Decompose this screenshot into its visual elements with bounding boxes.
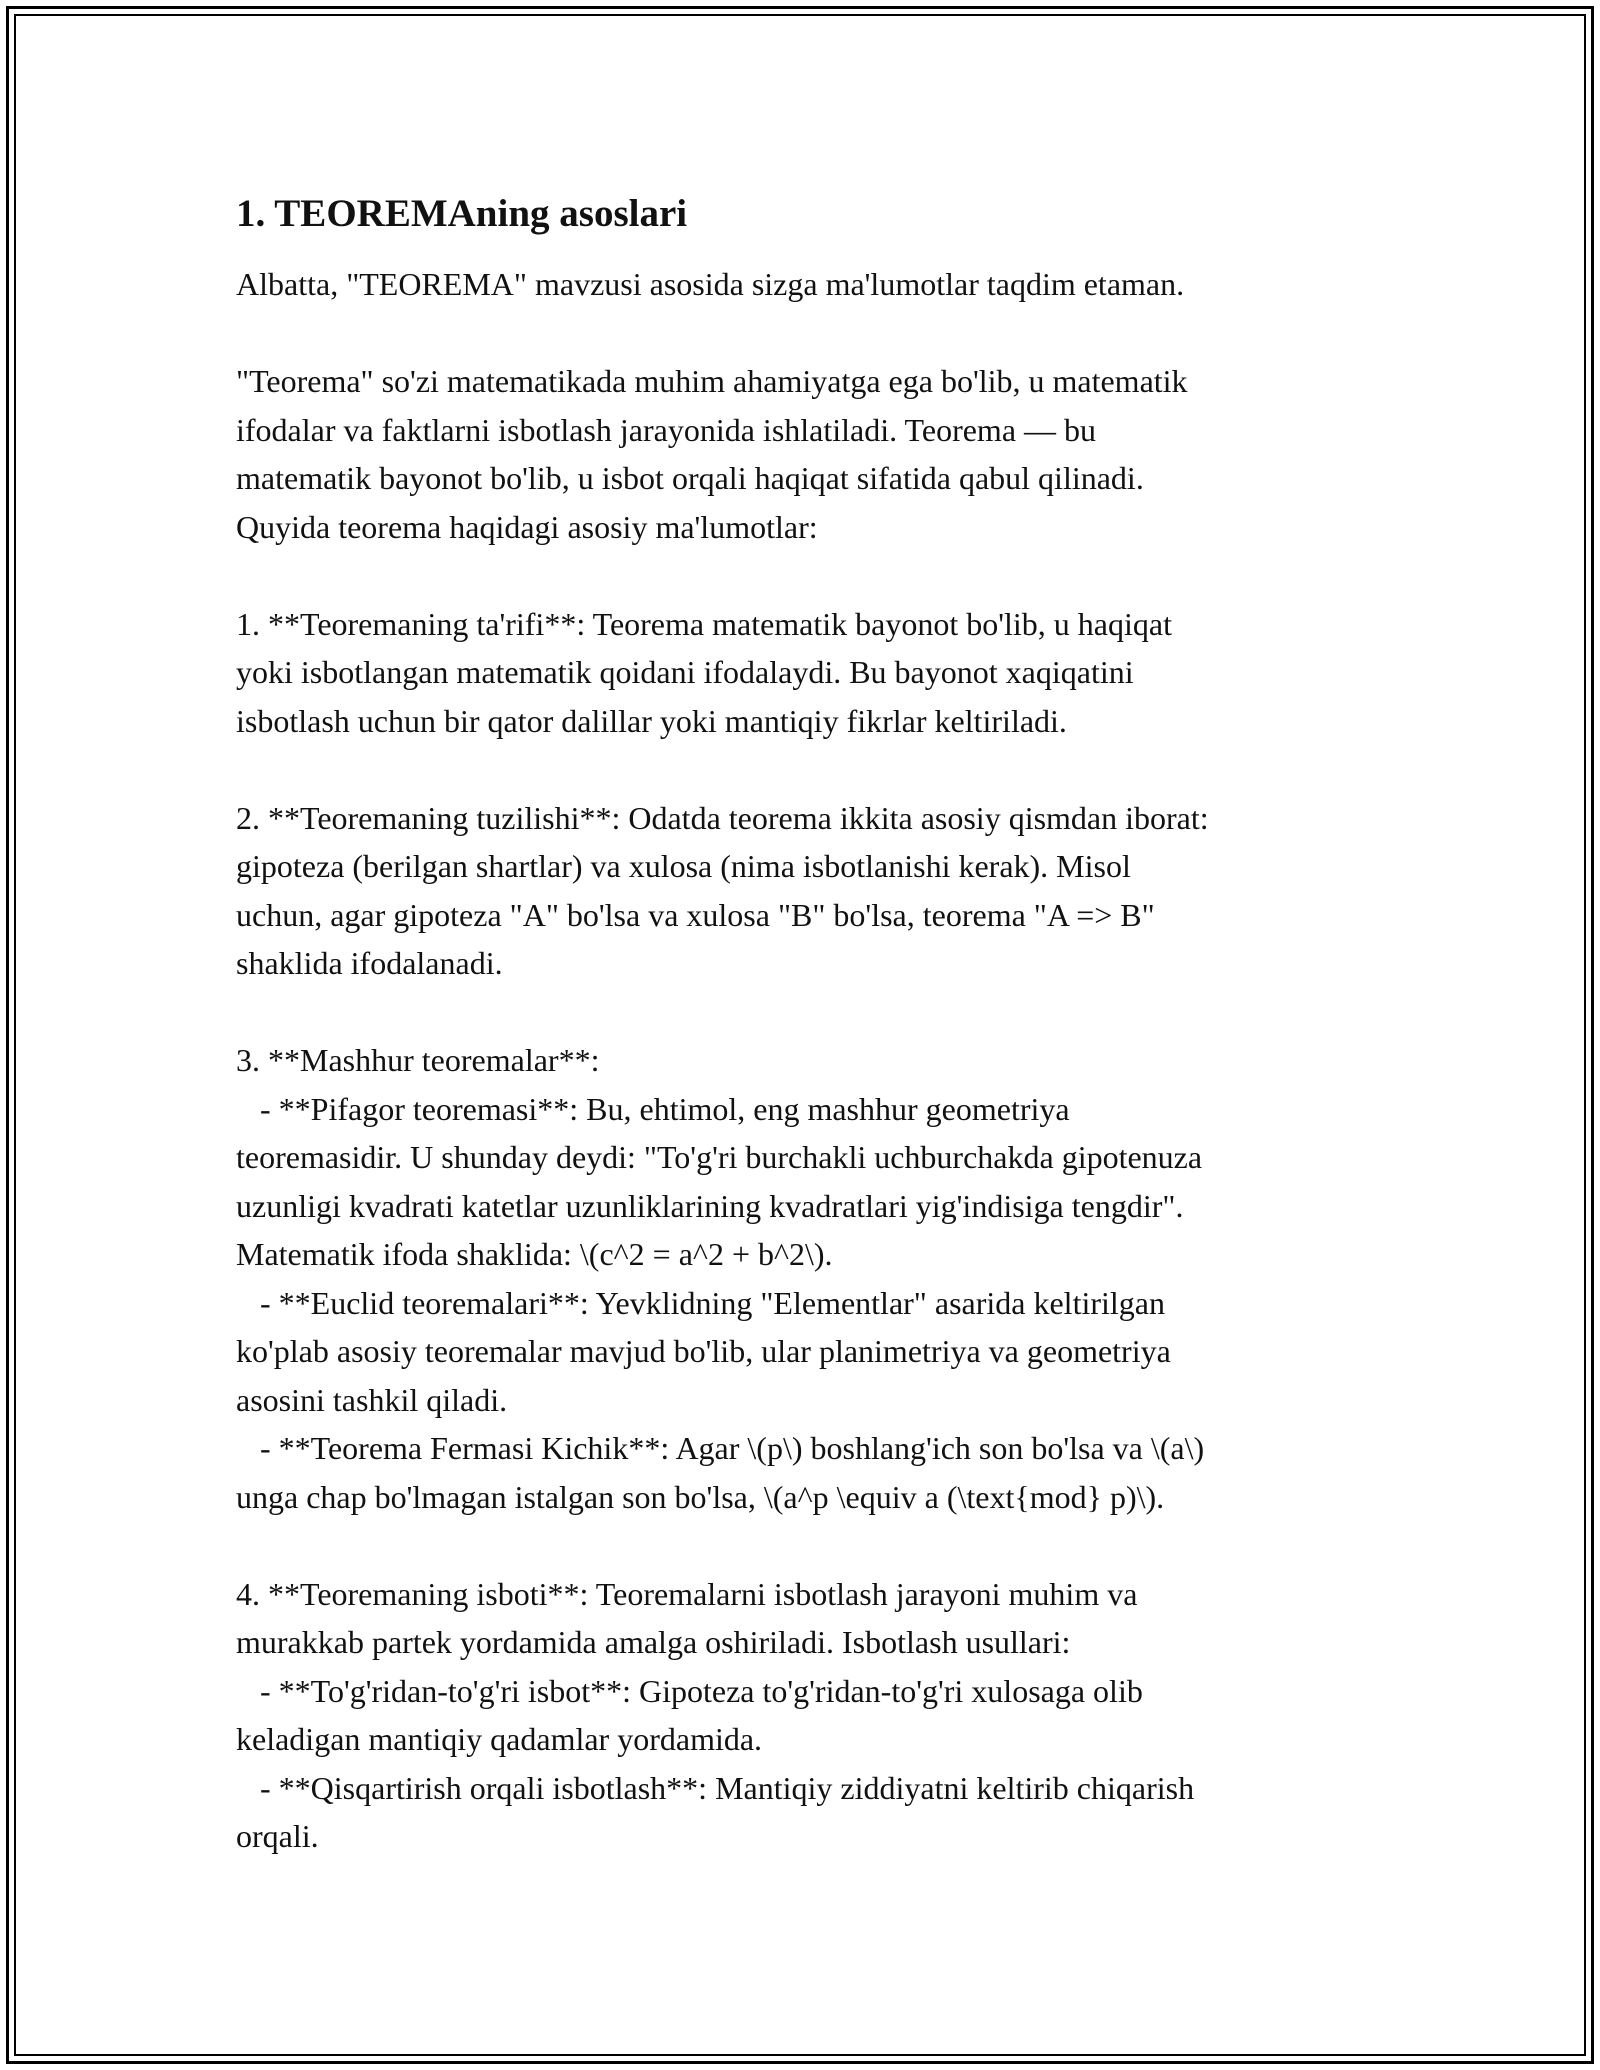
text-line: - **To'g'ridan-to'g'ri isbot**: Gipoteza to'g'ridan-to'g'ri xulosaga olib xyxy=(236,1672,1143,1709)
text-line: ifodalar va faktlarni isbotlash jarayonida ishlatiladi. Teorema — bu xyxy=(236,411,1097,448)
document-heading: 1. TEOREMAning asoslari xyxy=(236,192,688,235)
text-line: 4. **Teoremaning isboti**: Teoremalarni isbotlash jarayoni muhim va xyxy=(236,1575,1138,1612)
text-line: - **Teorema Fermasi Kichik**: Agar \(p\) boshlang'ich son bo'lsa va \(a\) xyxy=(236,1430,1205,1466)
text-line: - **Euclid teoremalari**: Yevklidning "Elementlar" asarida keltirilgan xyxy=(236,1284,1165,1321)
blank-line xyxy=(236,551,1366,600)
text-line: teoremasidir. U shunday deydi: "To'g'ri burchakli uchburchakda gipotenuza xyxy=(236,1139,1203,1175)
blank-line xyxy=(236,1521,1366,1570)
text-line: murakkab partek yordamida amalga oshiriladi. Isbotlash usullari: xyxy=(236,1624,1071,1660)
text-line: Matematik ifoda shaklida: \(c^2 = a^2 + b^2\). xyxy=(236,1236,833,1272)
text-line: yoki isbotlangan matematik qoidani ifodalaydi. Bu bayonot xaqiqatini xyxy=(236,654,1134,690)
blank-line xyxy=(236,309,1366,358)
text-line: - **Qisqartirish orqali isbotlash**: Mantiqiy ziddiyatni keltirib chiqarish xyxy=(236,1769,1195,1806)
text-line: gipoteza (berilgan shartlar) va xulosa (nima isbotlanishi kerak). Misol xyxy=(236,848,1131,884)
text-line: 2. **Teoremaning tuzilishi**: Odatda teorema ikkita asosiy qismdan iborat: xyxy=(236,799,1209,836)
blank-line xyxy=(236,745,1366,794)
text-line: unga chap bo'lmagan istalgan son bo'lsa, \(a^p \equiv a (\text{mod} p)\). xyxy=(236,1478,1165,1515)
text-line: uzunligi kvadrati katetlar uzunliklarining kvadratlari yig'indisiga tengdir". xyxy=(236,1187,1184,1224)
text-line: asosini tashkil qiladi. xyxy=(236,1381,508,1418)
text-line: 3. **Mashhur teoremalar**: xyxy=(236,1042,600,1078)
text-line: "Teorema" so'zi matematikada muhim ahamiyatga ega bo'lib, u matematik xyxy=(236,363,1188,399)
text-line: 1. **Teoremaning ta'rifi**: Teorema matematik bayonot bo'lib, u haqiqat xyxy=(236,605,1172,642)
text-line: matematik bayonot bo'lib, u isbot orqali haqiqat sifatida qabul qilinadi. xyxy=(236,460,1144,496)
text-line: uchun, agar gipoteza "A" bo'lsa va xulosa "B" bo'lsa, teorema "A => B" xyxy=(236,896,1155,933)
document-body xyxy=(236,186,1366,1861)
document-text xyxy=(236,260,1366,1861)
text-line: - **Pifagor teoremasi**: Bu, ehtimol, eng mashhur geometriya xyxy=(236,1090,1070,1127)
text-line: orqali. xyxy=(236,1818,319,1854)
text-line: Albatta, "TEOREMA" mavzusi asosida sizga ma'lumotlar taqdim etaman. xyxy=(236,266,1185,302)
blank-line xyxy=(236,988,1366,1037)
text-line: ko'plab asosiy teoremalar mavjud bo'lib, ular planimetriya va geometriya xyxy=(236,1333,1171,1369)
text-line: Quyida teorema haqidagi asosiy ma'lumotlar: xyxy=(236,508,818,545)
text-line: keladigan mantiqiy qadamlar yordamida. xyxy=(236,1721,763,1757)
text-line: isbotlash uchun bir qator dalillar yoki mantiqiy fikrlar keltiriladi. xyxy=(236,702,1067,739)
text-line: shaklida ifodalanadi. xyxy=(236,945,503,981)
